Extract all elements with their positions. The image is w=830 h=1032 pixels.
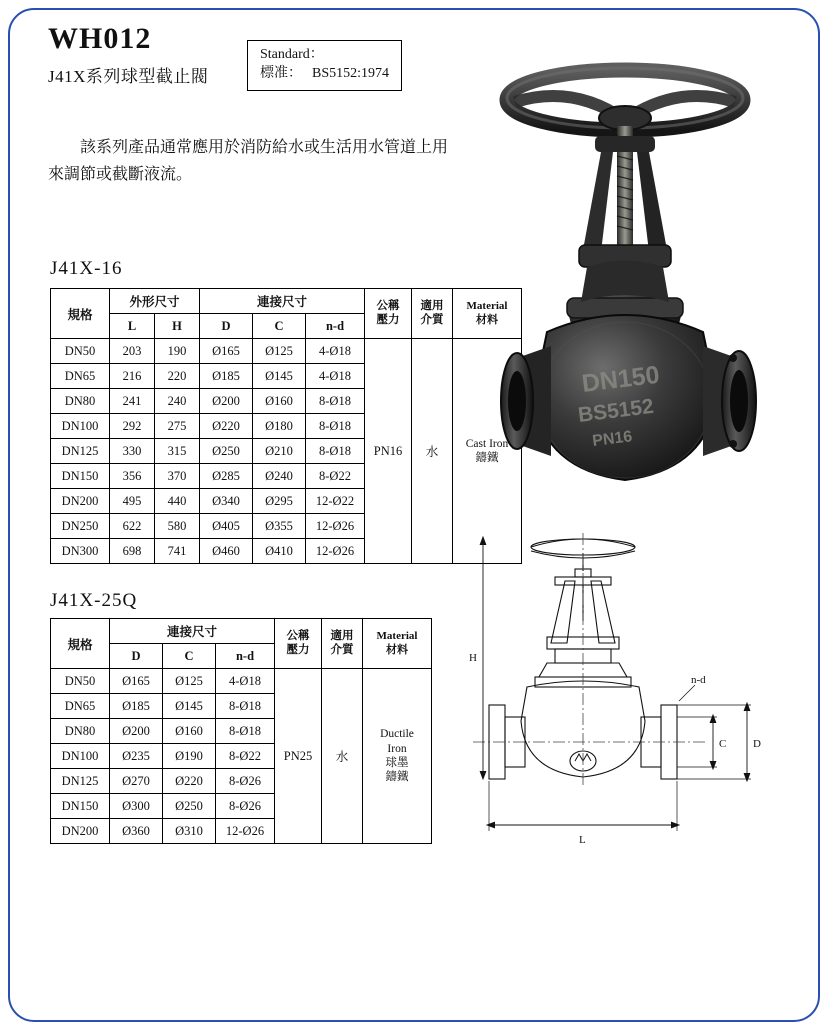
header-material: Material 材料 bbox=[363, 619, 432, 669]
subheader-h: H bbox=[155, 314, 200, 339]
cell-d: Ø460 bbox=[200, 539, 253, 564]
cell-medium: 水 bbox=[412, 339, 453, 564]
cell-h: 580 bbox=[155, 514, 200, 539]
cell-d: Ø165 bbox=[200, 339, 253, 364]
table-j41x-16 bbox=[50, 288, 522, 564]
cell-spec: DN80 bbox=[51, 719, 110, 744]
cell-spec: DN125 bbox=[51, 769, 110, 794]
cell-l: 203 bbox=[110, 339, 155, 364]
cell-nd: 4-Ø18 bbox=[216, 669, 275, 694]
cell-c: Ø220 bbox=[163, 769, 216, 794]
cell-l: 356 bbox=[110, 464, 155, 489]
cell-l: 330 bbox=[110, 439, 155, 464]
cell-l: 495 bbox=[110, 489, 155, 514]
subheader-d: D bbox=[110, 644, 163, 669]
cell-spec: DN125 bbox=[51, 439, 110, 464]
label-l: L bbox=[579, 834, 586, 846]
table2-title: J41X-25Q bbox=[50, 590, 138, 611]
handwheel-graphic bbox=[507, 68, 743, 130]
cell-c: Ø295 bbox=[253, 489, 306, 514]
cell-l: 698 bbox=[110, 539, 155, 564]
cell-c: Ø310 bbox=[163, 819, 216, 844]
cell-l: 241 bbox=[110, 389, 155, 414]
table1-title: J41X-16 bbox=[50, 258, 123, 279]
cell-nd: 8-Ø18 bbox=[306, 414, 365, 439]
cell-spec: DN200 bbox=[51, 819, 110, 844]
cell-spec: DN50 bbox=[51, 339, 110, 364]
subheader-nd: n-d bbox=[306, 314, 365, 339]
cell-d: Ø200 bbox=[200, 389, 253, 414]
cell-spec: DN200 bbox=[51, 489, 110, 514]
page-title: WH012 bbox=[48, 22, 152, 55]
label-c: C bbox=[719, 738, 727, 750]
cell-l: 622 bbox=[110, 514, 155, 539]
standard-value: BS5152:1974 bbox=[312, 65, 390, 81]
cell-h: 440 bbox=[155, 489, 200, 514]
subheader-l: L bbox=[110, 314, 155, 339]
material-line-en: Cast Iron bbox=[465, 437, 509, 450]
drawing-centerlines bbox=[473, 533, 705, 787]
cell-spec: DN80 bbox=[51, 389, 110, 414]
cell-pressure: PN16 bbox=[365, 339, 412, 564]
cell-c: Ø410 bbox=[253, 539, 306, 564]
cell-d: Ø220 bbox=[200, 414, 253, 439]
cell-spec: DN65 bbox=[51, 364, 110, 389]
cell-d: Ø185 bbox=[110, 694, 163, 719]
drawing-svg bbox=[455, 525, 800, 870]
table-row bbox=[51, 339, 522, 364]
cell-c: Ø180 bbox=[253, 414, 306, 439]
cell-c: Ø210 bbox=[253, 439, 306, 464]
cell-d: Ø270 bbox=[110, 769, 163, 794]
cell-nd: 12-Ø26 bbox=[216, 819, 275, 844]
body-text-standard: BS5152 bbox=[576, 394, 655, 427]
table-header-row bbox=[51, 289, 522, 314]
cell-d: Ø340 bbox=[200, 489, 253, 514]
standard-row-cn bbox=[260, 65, 389, 84]
material-line-en1: Ductile bbox=[380, 728, 414, 741]
label-d: D bbox=[753, 738, 761, 750]
body-text-dn: DN150 bbox=[580, 360, 661, 398]
cell-d: Ø285 bbox=[200, 464, 253, 489]
table-j41x-25q bbox=[50, 618, 432, 844]
cell-h: 220 bbox=[155, 364, 200, 389]
cell-pressure: PN25 bbox=[275, 669, 322, 844]
drawing-labels bbox=[469, 652, 761, 846]
cell-nd: 12-Ø22 bbox=[306, 489, 365, 514]
cell-nd: 8-Ø18 bbox=[216, 719, 275, 744]
cell-spec: DN150 bbox=[51, 464, 110, 489]
cell-medium: 水 bbox=[322, 669, 363, 844]
cell-h: 190 bbox=[155, 339, 200, 364]
material-line-cn2: 鑄鐵 bbox=[385, 771, 409, 784]
cell-c: Ø160 bbox=[163, 719, 216, 744]
body-text-pn: PN16 bbox=[591, 428, 634, 450]
cell-nd: 12-Ø26 bbox=[306, 514, 365, 539]
standard-box bbox=[247, 40, 402, 91]
drawing-dimensions bbox=[480, 537, 751, 831]
cell-c: Ø145 bbox=[163, 694, 216, 719]
header-pressure: 公稱 壓力 bbox=[275, 619, 322, 669]
material-line-cn: 鑄鐵 bbox=[475, 452, 499, 464]
technical-drawing bbox=[455, 525, 800, 870]
header-pressure: 公稱 壓力 bbox=[365, 289, 412, 339]
page-subtitle: J41X系列球型截止閥 bbox=[48, 67, 209, 86]
cell-d: Ø250 bbox=[200, 439, 253, 464]
cell-nd: 4-Ø18 bbox=[306, 339, 365, 364]
product-photo bbox=[455, 40, 795, 500]
material-line-cn1: 球墨 bbox=[385, 757, 409, 769]
standard-label-en: Standard： bbox=[260, 47, 324, 62]
header-medium: 適用 介質 bbox=[412, 289, 453, 339]
header-connect-dims: 連接尺寸 bbox=[200, 289, 365, 314]
left-flange-graphic bbox=[501, 346, 551, 456]
cell-spec: DN100 bbox=[51, 414, 110, 439]
title-block bbox=[48, 24, 208, 87]
subheader-c: C bbox=[163, 644, 216, 669]
right-flange-graphic bbox=[703, 346, 756, 456]
cell-nd: 8-Ø18 bbox=[306, 389, 365, 414]
cell-h: 741 bbox=[155, 539, 200, 564]
cell-c: Ø160 bbox=[253, 389, 306, 414]
cell-c: Ø190 bbox=[163, 744, 216, 769]
cell-d: Ø300 bbox=[110, 794, 163, 819]
cell-nd: 8-Ø18 bbox=[216, 694, 275, 719]
cell-nd: 12-Ø26 bbox=[306, 539, 365, 564]
cell-d: Ø165 bbox=[110, 669, 163, 694]
cell-spec: DN100 bbox=[51, 744, 110, 769]
cell-c: Ø355 bbox=[253, 514, 306, 539]
cell-d: Ø185 bbox=[200, 364, 253, 389]
valve-photo-svg bbox=[455, 40, 795, 500]
cell-d: Ø235 bbox=[110, 744, 163, 769]
cell-nd: 8-Ø22 bbox=[306, 464, 365, 489]
cell-spec: DN250 bbox=[51, 514, 110, 539]
cell-nd: 8-Ø18 bbox=[306, 439, 365, 464]
header-medium: 適用 介質 bbox=[322, 619, 363, 669]
cell-c: Ø125 bbox=[253, 339, 306, 364]
table-header-row bbox=[51, 619, 432, 644]
cell-spec: DN65 bbox=[51, 694, 110, 719]
label-h: H bbox=[469, 652, 477, 664]
cell-spec: DN50 bbox=[51, 669, 110, 694]
standard-label-cn: 標准： bbox=[260, 65, 302, 81]
cell-h: 240 bbox=[155, 389, 200, 414]
cell-nd: 8-Ø26 bbox=[216, 769, 275, 794]
cell-h: 275 bbox=[155, 414, 200, 439]
table-row bbox=[51, 669, 432, 694]
cell-h: 315 bbox=[155, 439, 200, 464]
subheader-nd: n-d bbox=[216, 644, 275, 669]
cell-spec: DN300 bbox=[51, 539, 110, 564]
cell-l: 216 bbox=[110, 364, 155, 389]
cell-c: Ø145 bbox=[253, 364, 306, 389]
cell-d: Ø360 bbox=[110, 819, 163, 844]
material-line-en2: Iron bbox=[387, 742, 407, 755]
cell-c: Ø240 bbox=[253, 464, 306, 489]
label-nd: n-d bbox=[691, 674, 706, 686]
cell-nd: 8-Ø22 bbox=[216, 744, 275, 769]
product-description: 該系列產品通常應用於消防給水或生活用水管道上用來調節或截斷液流。 bbox=[48, 139, 449, 184]
cell-d: Ø200 bbox=[110, 719, 163, 744]
standard-row-en bbox=[260, 46, 389, 65]
header-connect-dims: 連接尺寸 bbox=[110, 619, 275, 644]
subheader-c: C bbox=[253, 314, 306, 339]
header-material: Material 材料 bbox=[453, 289, 522, 339]
cell-spec: DN150 bbox=[51, 794, 110, 819]
subheader-d: D bbox=[200, 314, 253, 339]
cell-d: Ø405 bbox=[200, 514, 253, 539]
header-spec: 規格 bbox=[51, 619, 110, 669]
header-outer-dims: 外形尺寸 bbox=[110, 289, 200, 314]
cell-c: Ø250 bbox=[163, 794, 216, 819]
cell-h: 370 bbox=[155, 464, 200, 489]
cell-nd: 4-Ø18 bbox=[306, 364, 365, 389]
cell-c: Ø125 bbox=[163, 669, 216, 694]
header-spec: 規格 bbox=[51, 289, 110, 339]
cell-material bbox=[363, 669, 432, 844]
cell-l: 292 bbox=[110, 414, 155, 439]
cell-nd: 8-Ø26 bbox=[216, 794, 275, 819]
